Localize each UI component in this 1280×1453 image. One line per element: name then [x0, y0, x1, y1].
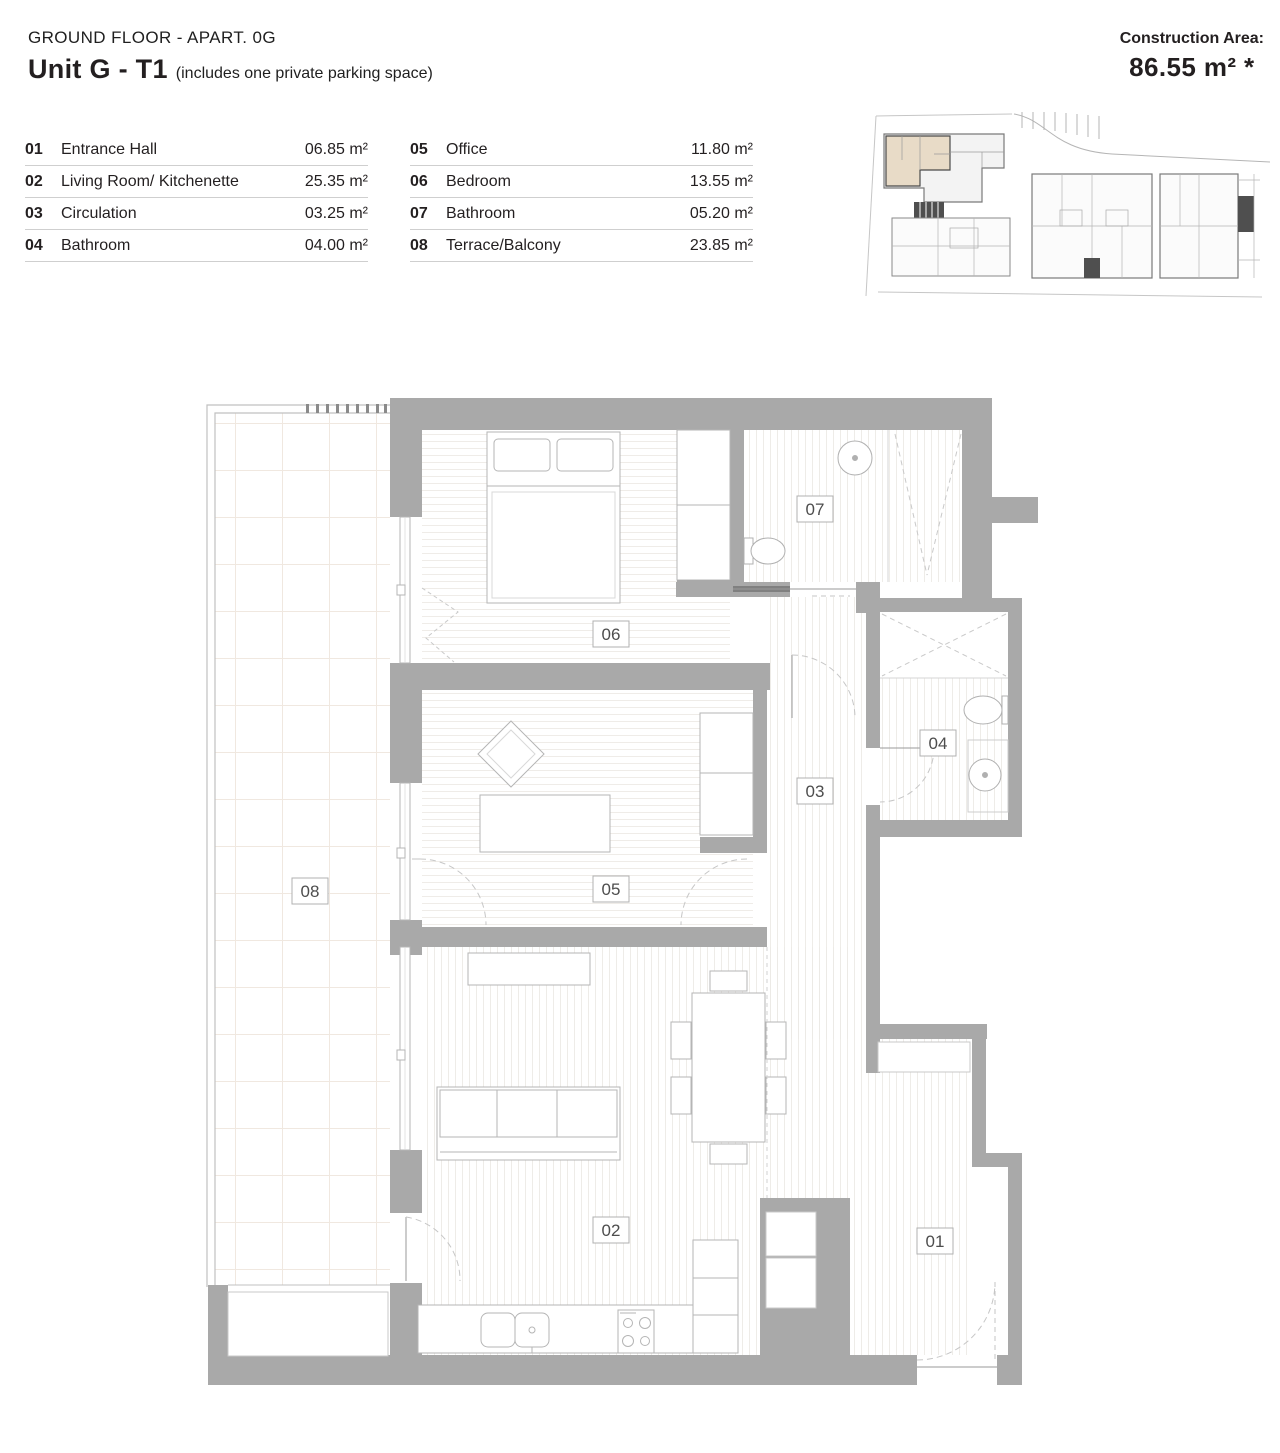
room-area: 25.35 m²: [304, 172, 368, 190]
room-area: 11.80 m²: [691, 140, 753, 158]
legend-column-right: [410, 134, 753, 262]
room-number: 03: [25, 204, 43, 222]
room-name: Bedroom: [446, 172, 511, 190]
header: [28, 28, 433, 85]
room-label-04: [920, 730, 956, 756]
room-name: Bathroom: [446, 204, 516, 222]
legend-row: [25, 230, 368, 262]
floor-plan: [190, 385, 1044, 1447]
room-number: 04: [25, 236, 43, 254]
legend-row: [25, 166, 368, 198]
site-road: [1014, 112, 1270, 162]
room-name: Office: [446, 140, 488, 158]
entrance-niche: [878, 1042, 970, 1072]
room-number: 08: [410, 236, 428, 254]
sliding-doors: [397, 517, 410, 1150]
terrace-floor: [215, 413, 390, 1285]
room-number: 07: [410, 204, 428, 222]
legend-column-left: [25, 134, 368, 262]
room-name: Living Room/ Kitchenette: [61, 172, 239, 190]
desk-icon: [480, 795, 610, 852]
room-name: Entrance Hall: [61, 140, 158, 158]
unit-title: Unit G - T1: [28, 54, 168, 84]
svg-text:07: 07: [805, 500, 825, 519]
svg-text:04: 04: [928, 734, 948, 753]
room-name: Circulation: [61, 204, 137, 222]
construction-area: [1120, 30, 1264, 83]
svg-text:06: 06: [601, 625, 621, 644]
legend-row: [25, 198, 368, 230]
room-name: Terrace/Balcony: [446, 236, 561, 254]
room-label-03: [797, 778, 833, 804]
tall-cabinets: [693, 1240, 738, 1353]
room-area: 23.85 m²: [689, 236, 753, 254]
construction-area-value: 86.55 m² *: [1129, 52, 1255, 82]
toilet-icon: [744, 538, 785, 564]
unit-note: (includes one private parking space): [175, 65, 433, 82]
door-handle: [397, 848, 405, 858]
shower-icon: [882, 614, 1006, 676]
site-building-lower-left: [892, 218, 1010, 276]
construction-area-label: Construction Area:: [1119, 30, 1264, 47]
room-number: 06: [410, 172, 428, 190]
room-label-05: [593, 876, 629, 902]
room-label-08: [292, 878, 328, 904]
legend-row: [410, 166, 753, 198]
room-number: 05: [410, 140, 428, 158]
stove-icon: [618, 1310, 654, 1353]
room-label-06: [593, 621, 629, 647]
entrance-floor: [850, 1039, 972, 1355]
room-label-01: [917, 1228, 953, 1254]
floor-label: GROUND FLOOR - APART. 0G: [28, 28, 276, 47]
wardrobe-icon: [700, 713, 753, 835]
room-label-07: [797, 496, 833, 522]
legend-row: [410, 230, 753, 262]
door-handle: [397, 585, 405, 595]
closet-niche: [766, 1258, 816, 1308]
bed-icon: [487, 432, 620, 603]
room-area: 05.20 m²: [689, 204, 753, 222]
svg-text:01: 01: [925, 1232, 945, 1251]
room-area: 06.85 m²: [304, 140, 368, 158]
svg-text:03: 03: [805, 782, 825, 801]
closet-niche: [766, 1212, 816, 1256]
legend-row: [410, 134, 753, 166]
svg-text:05: 05: [601, 880, 621, 899]
kitchen-counter: [418, 1305, 703, 1353]
room-area: 03.25 m²: [304, 204, 368, 222]
legend-row: [410, 198, 753, 230]
room-number: 01: [25, 140, 43, 158]
legend-row: [25, 134, 368, 166]
svg-text:02: 02: [601, 1221, 621, 1240]
room-area: 13.55 m²: [689, 172, 753, 190]
sideboard-icon: [468, 953, 590, 985]
site-building-center: [1032, 174, 1152, 278]
unit-title-line: [28, 54, 433, 85]
site-building-left: [884, 134, 1004, 218]
terrace-niche: [228, 1292, 388, 1356]
site-building-right: [1160, 174, 1260, 278]
site-plan-minimap: [862, 110, 1270, 306]
room-label-02: [593, 1217, 629, 1243]
site-stairs: [914, 202, 944, 218]
wardrobe-icon: [677, 430, 733, 593]
room-number: 02: [25, 172, 43, 190]
sofa-icon: [437, 1087, 620, 1160]
room-name: Bathroom: [61, 236, 131, 254]
svg-text:08: 08: [300, 882, 320, 901]
door-handle: [397, 1050, 405, 1060]
room-area: 04.00 m²: [304, 236, 368, 254]
room-legend: [25, 134, 753, 262]
